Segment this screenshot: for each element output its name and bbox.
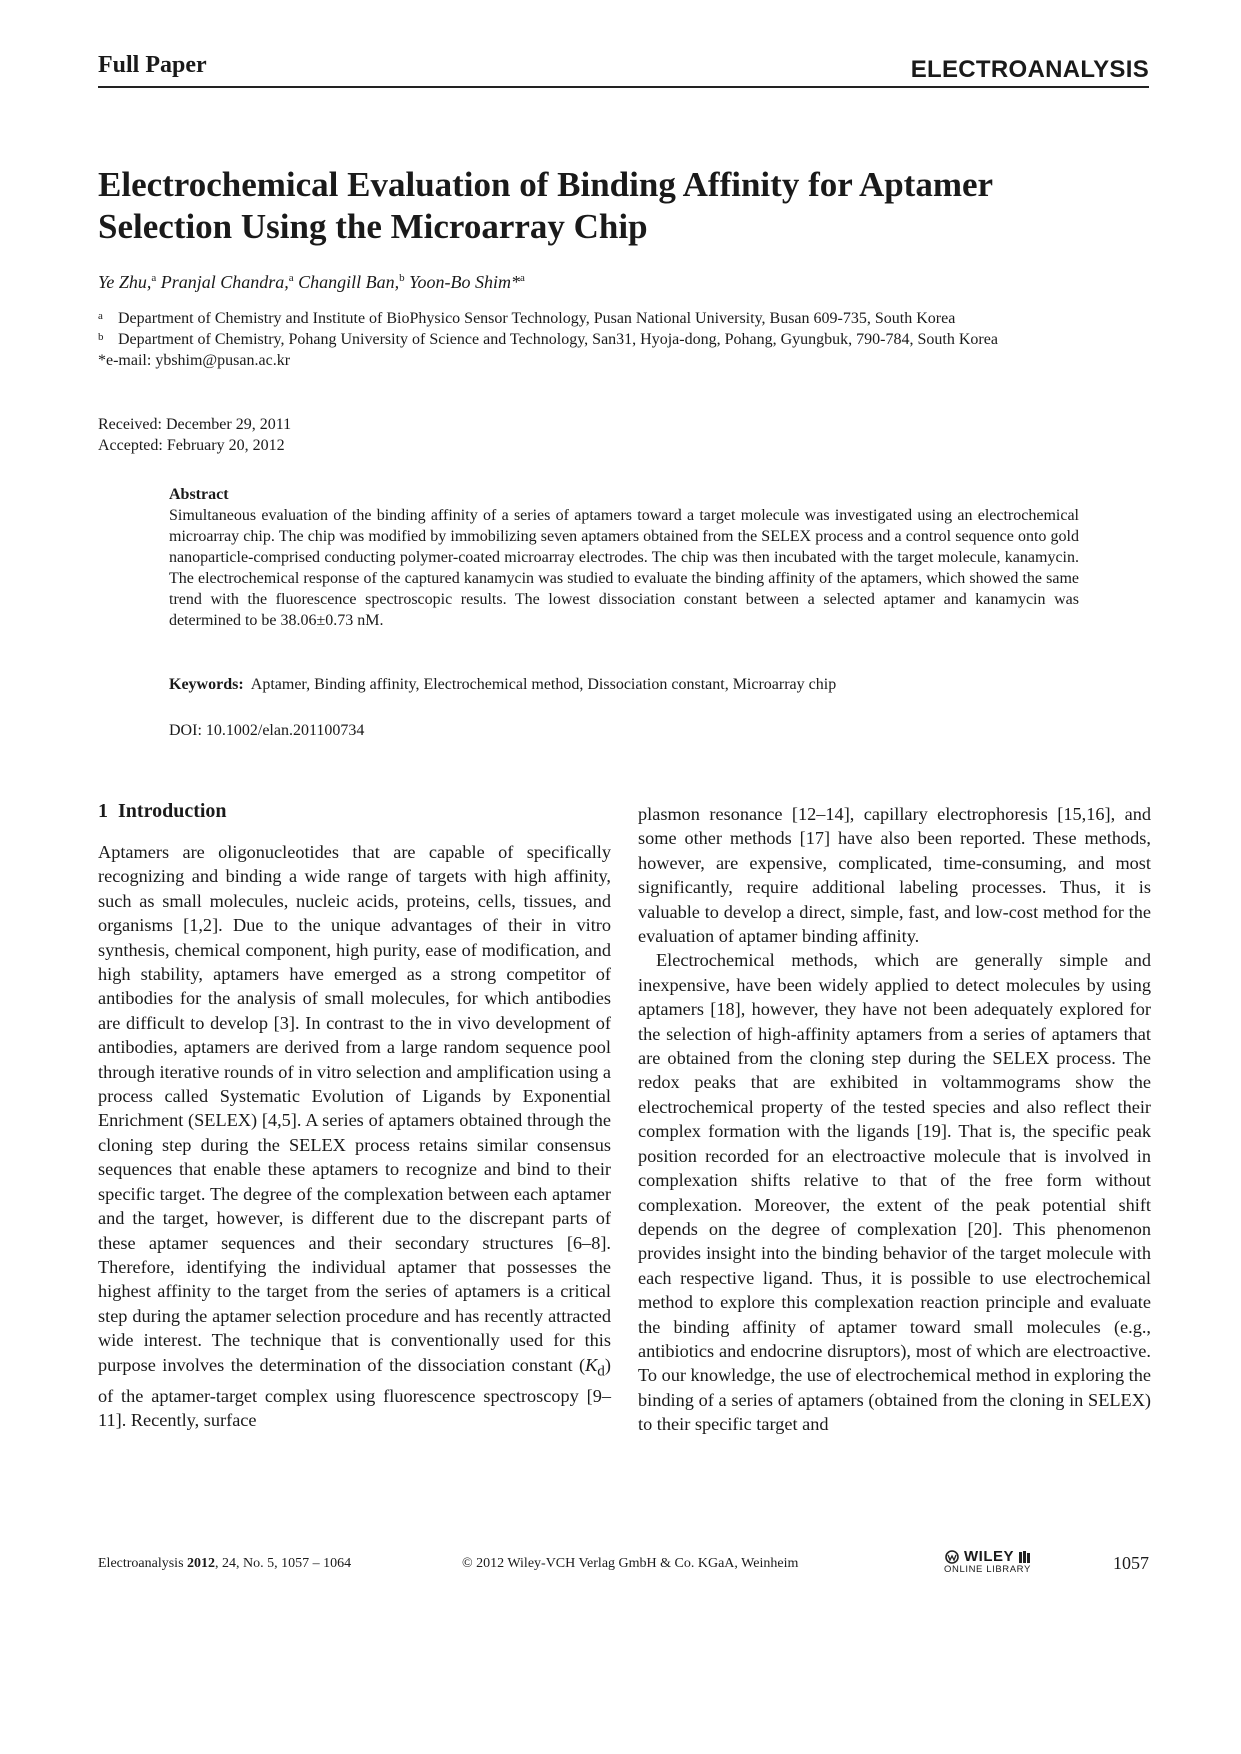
body-column-right (638, 802, 1151, 1437)
paragraph: Aptamers are oligonucleotides that are capable of specifically recognizing and binding a wide range of targets with high affinity, such as small molecules, nucleic acids, proteins, cells, tissues, and organisms [1,2]. Due to the unique advantages of their in vitro synthesis, chemical component, high purity, ease of modification, and high stability, aptamers have emerged as a strong competitor of antibodies for the analysis of small molecules, for which antibodies are difficult to develop [3]. In contrast to the in vivo development of antibodies, aptamers are derived from a large random sequence pool through iterative rounds of in vitro selection and amplification using a process called Systematic Evolution of Ligands by Exponential Enrichment (SELEX) [4,5]. A series of aptamers obtained through the cloning step during the SELEX process retains similar consensus sequences that enable these aptamers to recognize and bind to their specific target. The degree of the complexation between each aptamer and the target, however, is different due to the discrepant parts of these aptamer sequences and their secondary structures [6–8]. Therefore, identifying the individual aptamer that possesses the highest affinity to the target from the series of aptamers is a critical step during the aptamer selection procedure and has recently attracted wide interest. The technique that is conventionally used for this purpose involves the determination of the dissociation constant $(K_d)$ of the aptamer-target complex using fluorescence spectroscopy [9–11]. Recently, surface (98, 842, 611, 1430)
author: Yoon-Bo Shim*$^a$ (409, 272, 525, 292)
wiley-logo-subtext: ONLINE LIBRARY (944, 1564, 1031, 1575)
author: Pranjal Chandra,$^a$ (160, 272, 294, 292)
wiley-logo (944, 1548, 1032, 1575)
header-divider (98, 86, 1149, 88)
footer-copyright: © 2012 Wiley-VCH Verlag GmbH & Co. KGaA, Weinheim (462, 1556, 799, 1571)
author: Changill Ban,$^b$ (298, 272, 405, 292)
paragraph: plasmon resonance [12–14], capillary electrophoresis [15,16], and some other methods [17] have also been reported. These methods, however, are expensive, complicated, time-consuming, and most significantly, require additional labeling processes. Thus, it is valuable to develop a direct, simple, fast, and low-cost method for the evaluation of aptamer binding affinity. (638, 804, 1151, 947)
keywords-label: Keywords: (169, 676, 244, 693)
wiley-mark-icon (944, 1550, 960, 1564)
author-list (98, 272, 525, 293)
affiliation: a Department of Chemistry and Institute of BioPhysico Sensor Technology, Pusan National University, Busan 609-735, South Korea (98, 310, 956, 327)
running-header-section: Full Paper (98, 52, 207, 78)
footer-citation: Electroanalysis 2012, 24, No. 5, 1057 – 1064 (98, 1556, 352, 1571)
author: Ye Zhu,$^a$ (98, 272, 157, 292)
accepted-date: Accepted: February 20, 2012 (98, 437, 285, 454)
wiley-logo-text: WILEY (964, 1548, 1014, 1565)
corresponding-email: *e-mail: ybshim@pusan.ac.kr (98, 352, 291, 369)
book-icon (1018, 1550, 1032, 1564)
affiliations (98, 308, 1150, 371)
section-heading: 1 Introduction (98, 800, 227, 822)
doi: DOI: 10.1002/elan.201100734 (169, 722, 365, 739)
abstract-text: Simultaneous evaluation of the binding affinity of a series of aptamers toward a target molecule was investigated using an electrochemical microarray chip. The chip was modified by immobilizing seven aptamers obtained from the SELEX process and a control sequence onto gold nanoparticle-comprised conducting polymer-coated microarray electrodes. The chip was then incubated with the target molecule, kanamycin. The electrochemical response of the captured kanamycin was studied to evaluate the binding affinity of the aptamers, which showed the same trend with the fluorescence spectroscopic results. The lowest dissociation constant between a selected aptamer and kanamycin was determined to be 38.06±0.73 nM. (169, 507, 1079, 629)
abstract-heading: Abstract (169, 486, 229, 503)
paper-title: Electrochemical Evaluation of Binding Affinity for Aptamer Selection Using the Microarray Chip (98, 165, 993, 246)
keywords-text: Aptamer, Binding affinity, Electrochemical method, Dissociation constant, Microarray chip (250, 676, 837, 693)
affiliation: b Department of Chemistry, Pohang University of Science and Technology, San31, Hyoja-dong, Pohang, Gyungbuk, 790-784, South Korea (98, 331, 998, 348)
body-column-left (98, 840, 611, 1432)
keywords (169, 676, 1079, 694)
received-date: Received: December 29, 2011 (98, 416, 292, 433)
journal-name: ELECTROANALYSIS (910, 56, 1149, 83)
paragraph: Electrochemical methods, which are generally simple and inexpensive, have been widely applied to detect molecules by using aptamers [18], however, they have not been adequately explored for the selection of high-affinity aptamers from a series of aptamers that are obtained from the cloning step during the SELEX process. The redox peaks that are exhibited in voltammograms show the electrochemical property of the tested species and also reflect their complex formation with the ligands [19]. That is, the specific peak position recorded for an electroactive molecule that is involved in complexation shifts relative to that of the free form without complexation. Moreover, the extent of the peak potential shift depends on the degree of complexation [20]. This phenomenon provides insight into the binding behavior of the target molecule with each respective ligand. Thus, it is possible to use electrochemical method to explore this complexation reaction principle and evaluate the binding affinity of aptamer toward small molecules (e.g., antibiotics and endocrine disruptors), most of which are electroactive. To our knowledge, the use of electrochemical method in exploring the binding of a series of aptamers (obtained from the cloning in SELEX) to their specific target and (638, 950, 1151, 1435)
page-number: 1057 (1113, 1553, 1149, 1573)
submission-dates (98, 414, 291, 456)
abstract (169, 484, 1079, 631)
